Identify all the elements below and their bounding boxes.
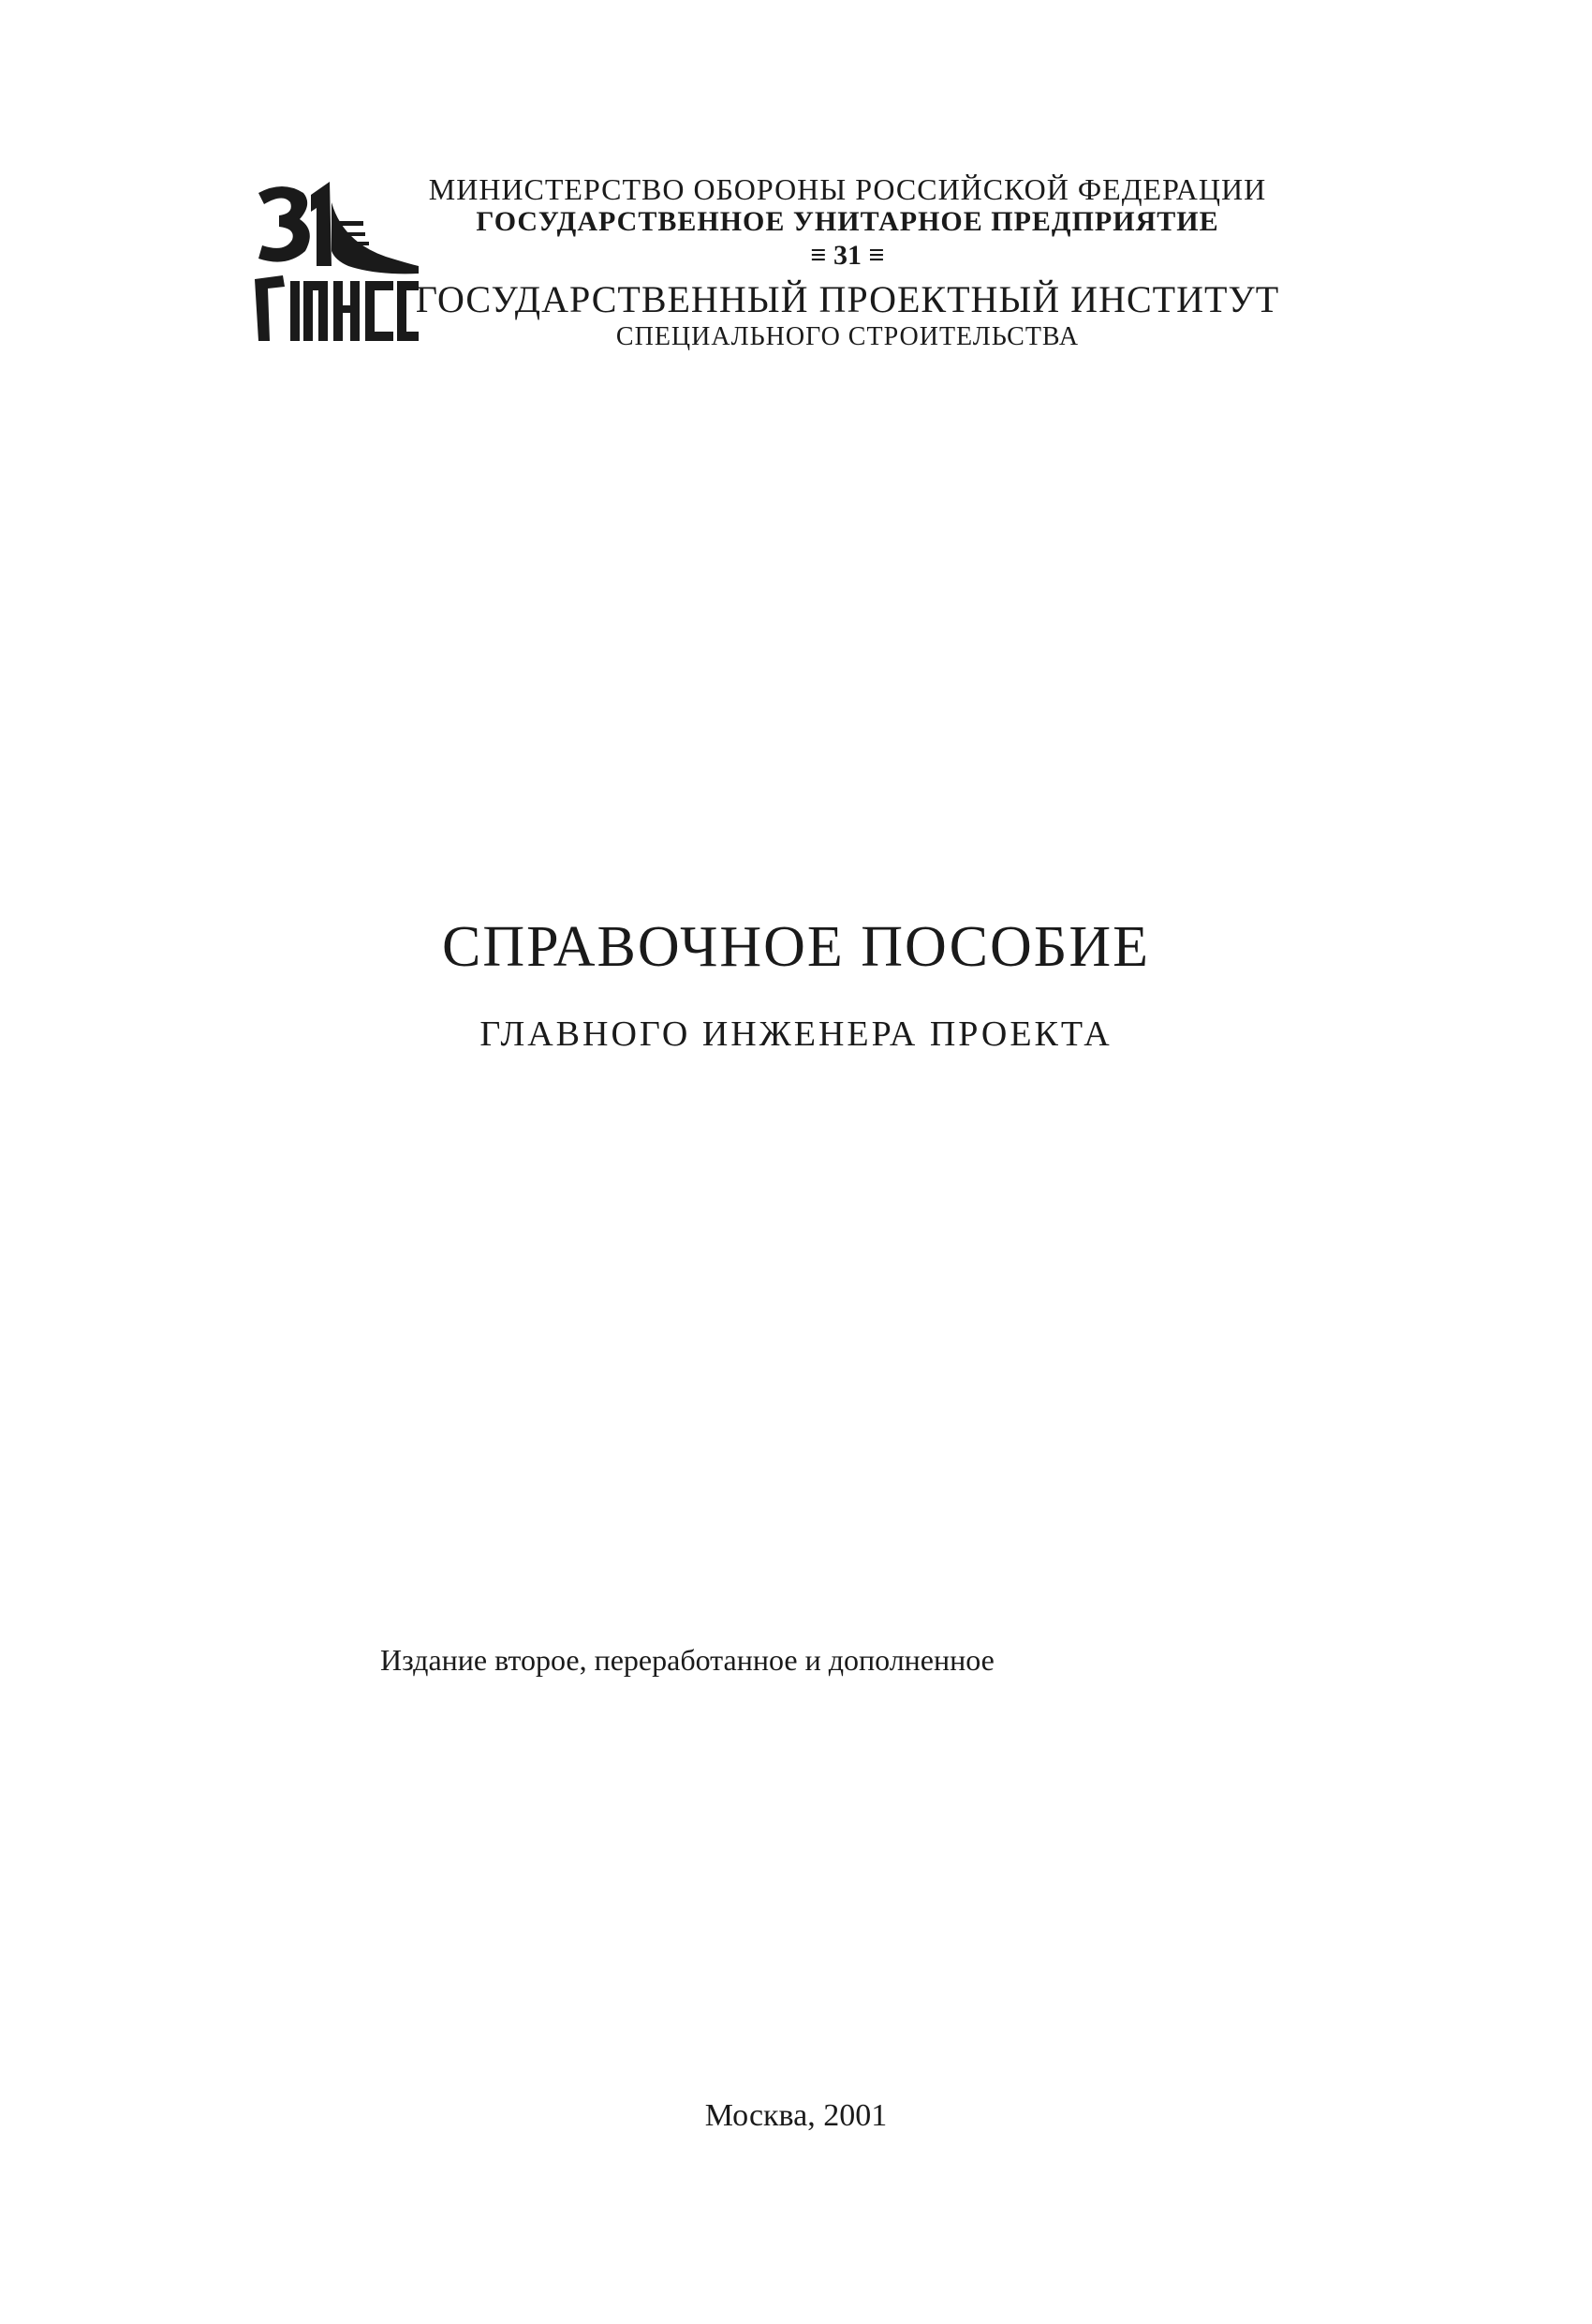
enterprise-line: ГОСУДАРСТВЕННОЕ УНИТАРНОЕ ПРЕДПРИЯТИЕ <box>476 206 1219 237</box>
institute-subtitle: СПЕЦИАЛЬНОГО СТРОИТЕЛЬСТВА <box>615 322 1080 351</box>
ministry-line: МИНИСТЕРСТВО ОБОРОНЫ РОССИЙСКОЙ ФЕДЕРАЦИИ <box>428 172 1267 206</box>
institute-emblem-icon <box>245 176 419 347</box>
place-and-year: Москва, 2001 <box>704 2098 888 2133</box>
institute-name: ГОСУДАРСТВЕННЫЙ ПРОЕКТНЫЙ ИНСТИТУТ <box>415 278 1280 320</box>
institute-number: ≡ 31 ≡ <box>810 240 885 271</box>
edition-note: Издание второе, переработанное и дополненное <box>380 1643 995 1677</box>
document-subtitle: ГЛАВНОГО ИНЖЕНЕРА ПРОЕКТА <box>479 1014 1113 1054</box>
document-title: СПРАВОЧНОЕ ПОСОБИЕ <box>442 915 1150 979</box>
